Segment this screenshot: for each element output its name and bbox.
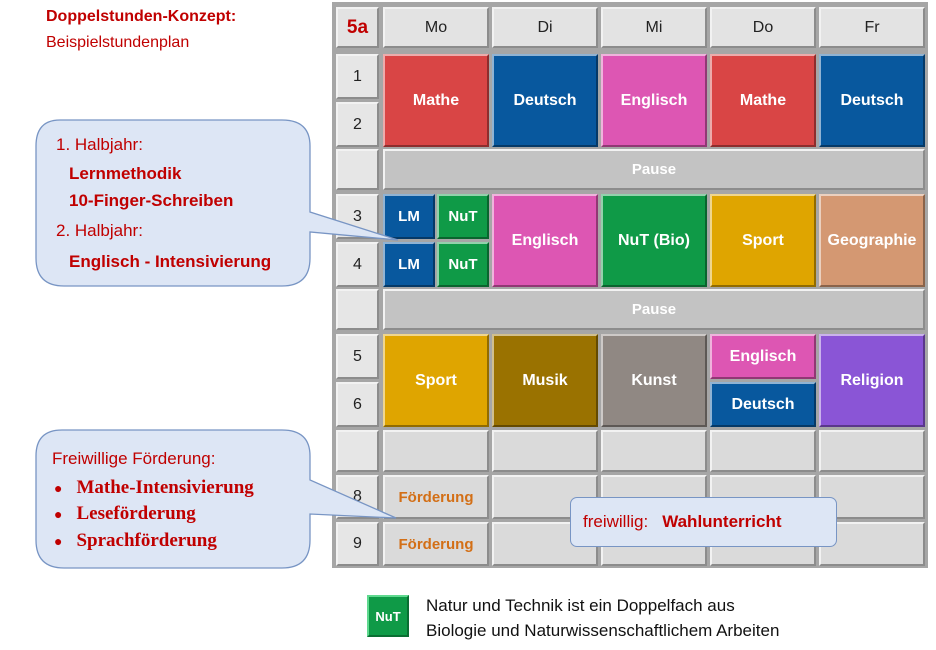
callout-wahlunterricht [570, 497, 837, 547]
lesson-fr-deutsch: Deutsch [819, 54, 925, 147]
period-number: 8 [336, 475, 379, 519]
lesson-mo-foerderung: Förderung [383, 522, 489, 566]
halbjahr-1-label: 1. Halbjahr: [56, 135, 143, 154]
lesson-mi-kunst: Kunst [601, 334, 707, 427]
period-number: 1 [336, 54, 379, 99]
lesson-do-deutsch: Deutsch [710, 382, 816, 427]
pause-row: Pause [383, 289, 925, 330]
legend-nut-badge: NuT [367, 595, 409, 637]
lesson-do-sport: Sport [710, 194, 816, 287]
lesson-fr-religion: Religion [819, 334, 925, 427]
page-subtitle: Beispielstundenplan [46, 34, 190, 51]
period-number: 6 [336, 382, 379, 427]
halbjahr-2-item: Englisch - Intensivierung [69, 252, 272, 271]
lesson-do-mathe: Mathe [710, 54, 816, 147]
foerderung-title: Freiwillige Förderung: [52, 449, 216, 468]
foerderung-item: Mathe-Intensivierung [76, 477, 254, 498]
bullet-icon: ● [54, 506, 63, 522]
lesson-fr-geographie: Geographie [819, 194, 925, 287]
bullet-icon: ● [54, 533, 63, 549]
wahl-prefix: freiwillig: [583, 512, 649, 531]
period-number: 4 [336, 242, 379, 287]
foerderung-item: Sprachförderung [76, 530, 217, 551]
halbjahr-2-label: 2. Halbjahr: [56, 221, 143, 240]
day-header-di: Di [492, 7, 598, 48]
legend-line: Biologie und Naturwissenschaftlichem Arbeiten [426, 621, 780, 640]
wahl-value: Wahlunterricht [662, 512, 782, 531]
day-header-fr: Fr [819, 7, 925, 48]
period-number: 5 [336, 334, 379, 379]
period-number: 9 [336, 522, 379, 566]
period-number: 2 [336, 102, 379, 147]
lesson-mo-foerderung: Förderung [383, 475, 489, 519]
lesson-mo-nut: NuT [437, 194, 489, 239]
foerderung-item: Leseförderung [76, 503, 196, 524]
lesson-mo-mathe: Mathe [383, 54, 489, 147]
class-label: 5a [336, 7, 379, 48]
lesson-mo-lm: LM [383, 194, 435, 239]
day-header-mo: Mo [383, 7, 489, 48]
lesson-mi-nut-bio: NuT (Bio) [601, 194, 707, 287]
halbjahr-1-item: Lernmethodik [69, 164, 182, 183]
bullet-icon: ● [54, 480, 63, 496]
lesson-di-musik: Musik [492, 334, 598, 427]
list-item [54, 477, 254, 499]
lesson-di-deutsch: Deutsch [492, 54, 598, 147]
page-title: Doppelstunden-Konzept: [46, 8, 237, 25]
list-item [54, 503, 196, 525]
lesson-do-englisch: Englisch [710, 334, 816, 379]
period-number: 3 [336, 194, 379, 239]
legend-line: Natur und Technik ist ein Doppelfach aus [426, 596, 735, 615]
list-item [54, 530, 217, 552]
lesson-di-englisch: Englisch [492, 194, 598, 287]
lesson-mo-sport: Sport [383, 334, 489, 427]
lesson-mo-lm: LM [383, 242, 435, 287]
lesson-mi-englisch: Englisch [601, 54, 707, 147]
legend-text [426, 593, 779, 643]
halbjahr-1-item: 10-Finger-Schreiben [69, 191, 234, 210]
pause-row: Pause [383, 149, 925, 190]
day-header-mi: Mi [601, 7, 707, 48]
day-header-do: Do [710, 7, 816, 48]
lesson-mo-nut: NuT [437, 242, 489, 287]
